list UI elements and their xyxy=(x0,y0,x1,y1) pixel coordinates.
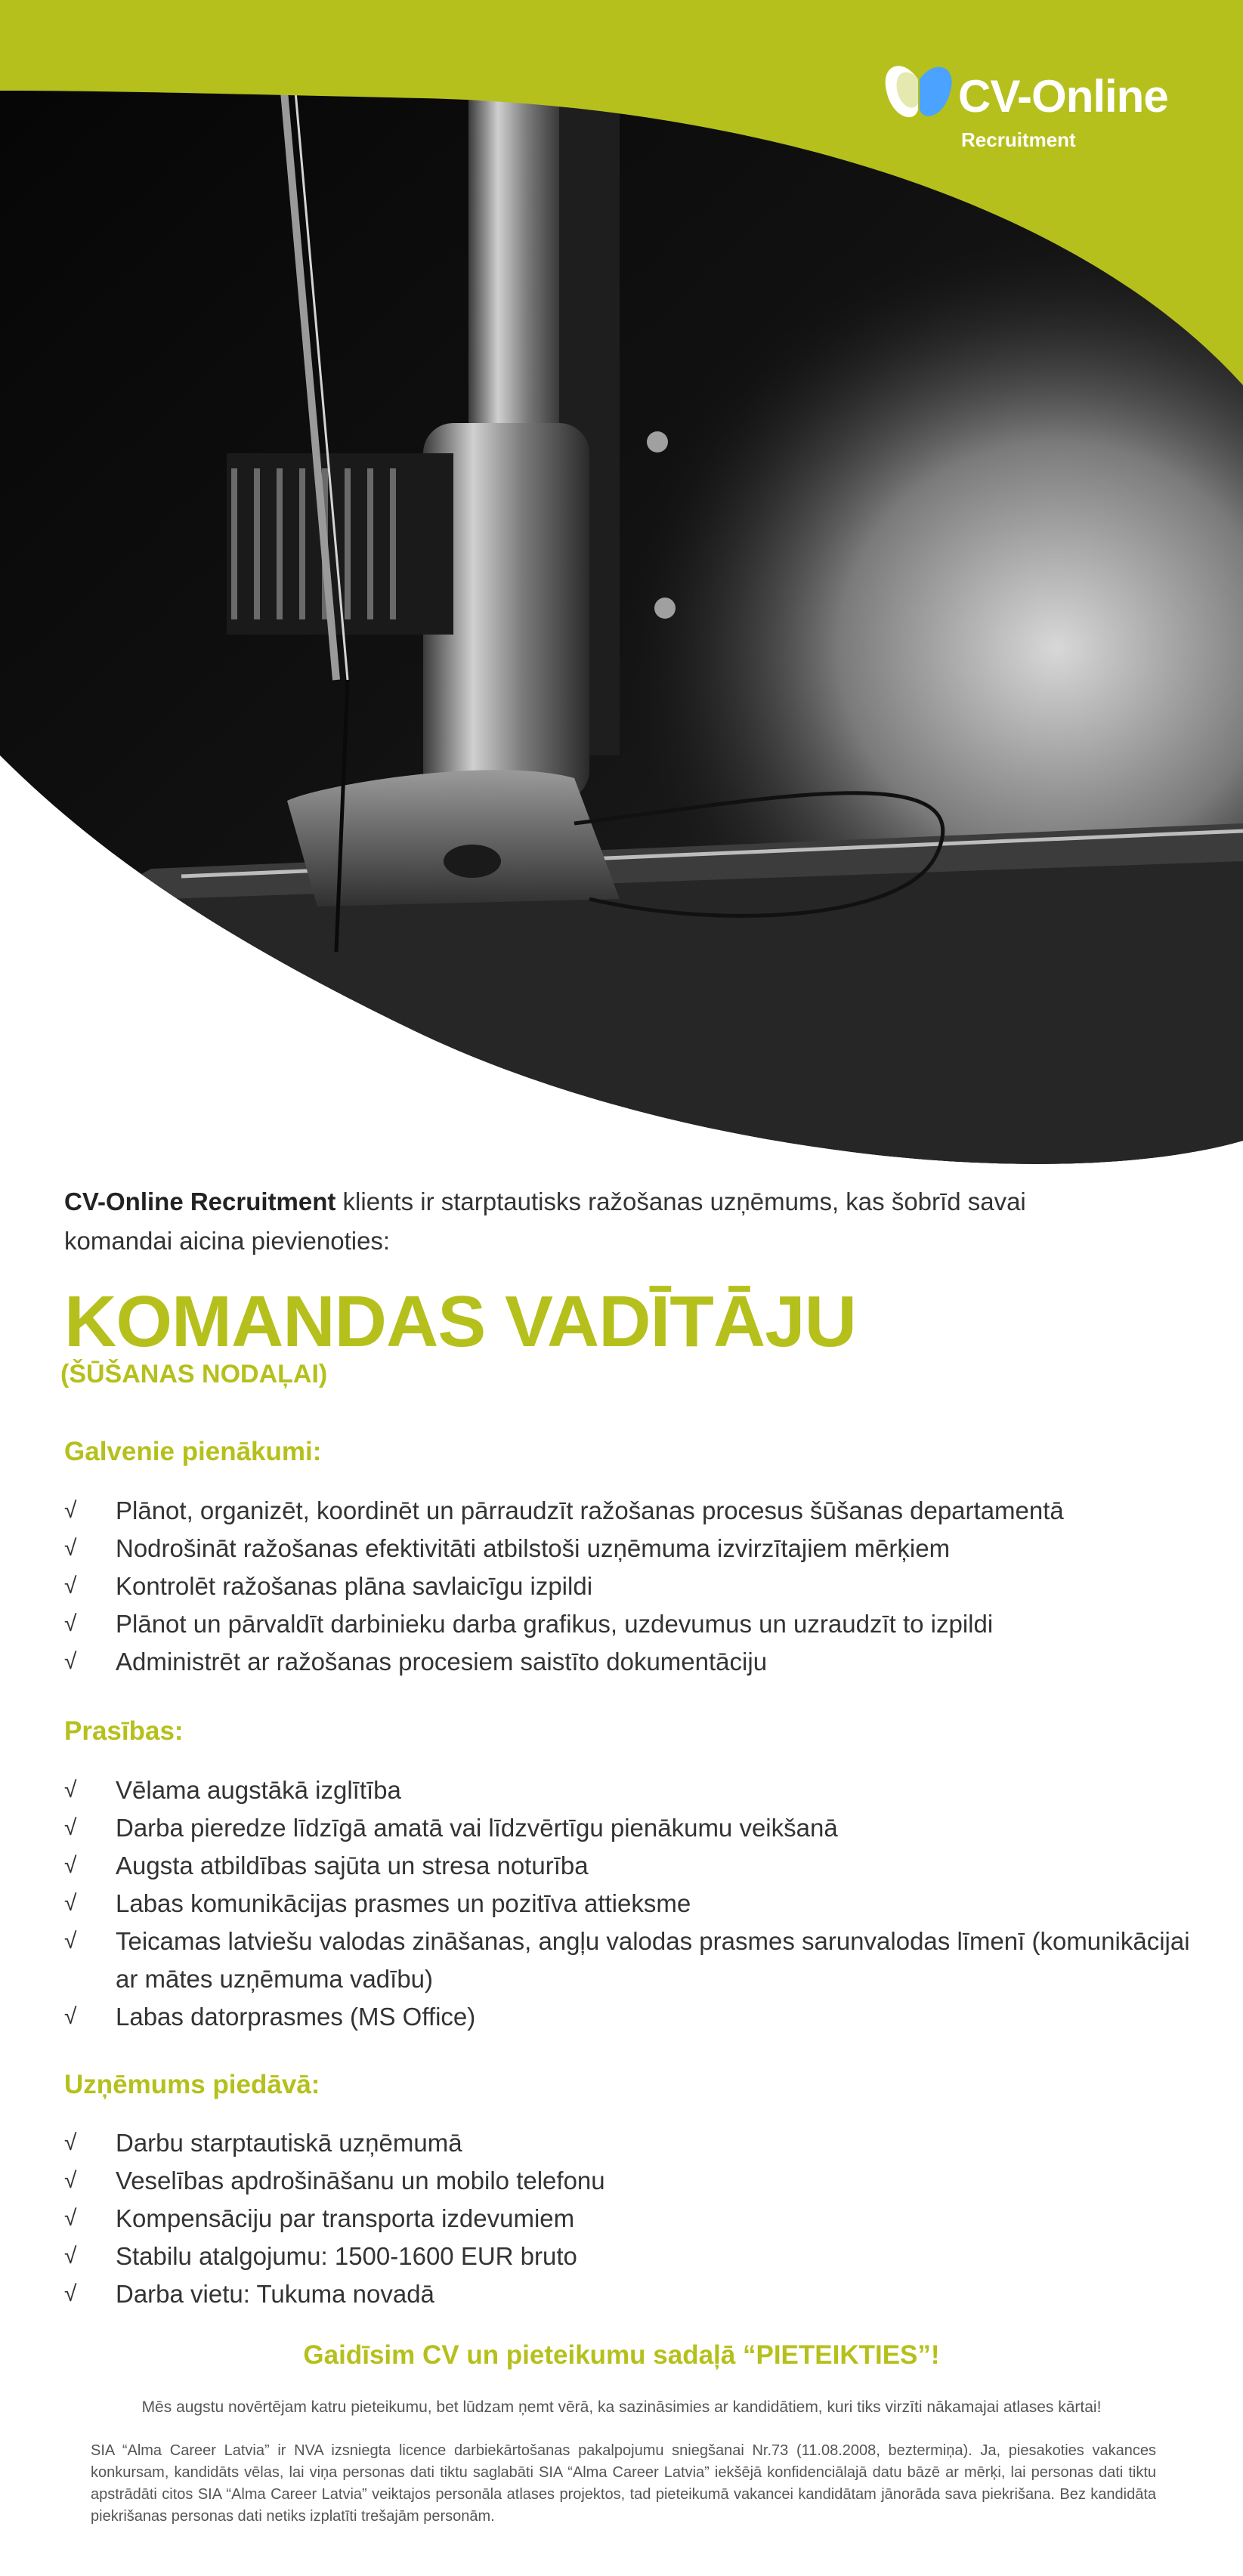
list-item xyxy=(64,1492,1198,1530)
list-item xyxy=(64,1998,1198,2036)
list-item xyxy=(64,2275,1198,2313)
check-icon: √ xyxy=(64,1815,77,1840)
list-item-text: Teicamas latviešu valodas zināšanas, angļu valodas prasmes sarunvalodas līmenī (komunikācijai ar mātes uzņēmuma vadību) xyxy=(116,1927,1190,1993)
check-icon: √ xyxy=(64,1929,77,1954)
list-item xyxy=(64,1809,1198,1847)
brand-name: CV-Online xyxy=(958,71,1168,122)
list-item xyxy=(64,1530,1198,1568)
check-icon: √ xyxy=(64,2244,77,2269)
duties-list xyxy=(64,1492,1198,1681)
check-icon: √ xyxy=(64,1574,77,1598)
sewing-machine-photo xyxy=(0,0,1243,1178)
duties-heading: Galvenie pienākumi: xyxy=(64,1437,322,1466)
check-icon: √ xyxy=(64,1536,77,1561)
job-title: KOMANDAS VADĪTĀJU xyxy=(64,1281,856,1362)
check-icon: √ xyxy=(64,2168,77,2193)
list-item xyxy=(64,1847,1198,1885)
list-item xyxy=(64,2124,1198,2162)
list-item-text: Darbu starptautiskā uzņēmumā xyxy=(116,2129,462,2157)
list-item-text: Administrēt ar ražošanas procesiem saistīto dokumentāciju xyxy=(116,1648,768,1676)
list-item-text: Darba pieredze līdzīgā amatā vai līdzvērtīgu pienākumu veikšanā xyxy=(116,1814,838,1842)
hero-banner xyxy=(0,0,1243,1178)
check-icon: √ xyxy=(64,2206,77,2231)
requirements-list xyxy=(64,1771,1198,2036)
offer-list xyxy=(64,2124,1198,2313)
brand-logo xyxy=(880,57,1198,151)
list-item-text: Nodrošināt ražošanas efektivitāti atbilstoši uzņēmuma izvirzītajiem mērķiem xyxy=(116,1534,951,1562)
list-item-text: Kompensāciju par transporta izdevumiem xyxy=(116,2204,575,2232)
check-icon: √ xyxy=(64,1891,77,1916)
list-item xyxy=(64,2238,1198,2275)
legal-disclaimer: SIA “Alma Career Latvia” ir NVA izsniegta licence darbiekārtošanas pakalpojumu sniegšanai Nr.73 (11.08.2008, beztermiņa). Ja, piesakoties vakances konkursam, kandidāts vēlas, lai viņa personas dati tiktu saglabāti SIA “Alma Career Latvia” iekšējā konfidenciālajā datu bāzē ar mērķi, lai personas dati tiktu apstrādāti citos SIA “Alma Career Latvia” veiktajos personāla atlases projektos, tad pieteikumā vakancei kandidātam jānorāda sava piekrišana. Bez kandidāta piekrišanas personas dati netiks izplatīti trešajām personām. xyxy=(91,2442,1156,2525)
list-item-text: Labas datorprasmes (MS Office) xyxy=(116,2003,476,2031)
list-item-text: Stabilu atalgojumu: 1500-1600 EUR bruto xyxy=(116,2242,577,2270)
intro-body: klients ir starptautisks ražošanas uzņēmums, kas šobrīd savai komandai aicina pievienoties: xyxy=(64,1188,1026,1255)
butterfly-logo-icon xyxy=(880,57,956,132)
list-item-text: Plānot, organizēt, koordinēt un pārraudzīt ražošanas procesus šūšanas departamentā xyxy=(116,1496,1064,1524)
check-icon: √ xyxy=(64,1778,77,1802)
check-icon: √ xyxy=(64,1853,77,1878)
list-item xyxy=(64,1923,1198,1998)
check-icon: √ xyxy=(64,2281,77,2306)
list-item-text: Darba vietu: Tukuma novadā xyxy=(116,2280,434,2308)
list-item xyxy=(64,1885,1198,1923)
apply-call: Gaidīsim CV un pieteikumu sadaļā “PIETEIKTIES”! xyxy=(303,2340,940,2370)
check-icon: √ xyxy=(64,2130,77,2155)
list-item xyxy=(64,2200,1198,2238)
list-item xyxy=(64,1643,1198,1681)
list-item-text: Plānot un pārvaldīt darbinieku darba grafikus, uzdevumus un uzraudzīt to izpildi xyxy=(116,1610,994,1638)
intro-company: CV-Online Recruitment xyxy=(64,1188,336,1215)
job-department: (ŠŪŠANAS NODAĻAI) xyxy=(60,1360,328,1388)
offer-heading: Uzņēmums piedāvā: xyxy=(64,2070,320,2099)
list-item-text: Labas komunikācijas prasmes un pozitīva attieksme xyxy=(116,1889,691,1917)
brand-subtitle: Recruitment xyxy=(961,128,1076,151)
list-item-text: Vēlama augstākā izglītība xyxy=(116,1776,401,1804)
list-item xyxy=(64,1605,1198,1643)
list-item-text: Kontrolēt ražošanas plāna savlaicīgu izpildi xyxy=(116,1572,593,1600)
check-icon: √ xyxy=(64,1498,77,1523)
list-item xyxy=(64,2162,1198,2200)
list-item xyxy=(64,1771,1198,1809)
selection-note: Mēs augstu novērtējam katru pieteikumu, bet lūdzam ņemt vērā, ka sazināsimies ar kandidātiem, kuri tiks virzīti nākamajai atlases kārtai! xyxy=(141,2398,1102,2416)
check-icon: √ xyxy=(64,1611,77,1636)
check-icon: √ xyxy=(64,2004,77,2029)
check-icon: √ xyxy=(64,1649,77,1674)
intro-text xyxy=(64,1182,1069,1261)
list-item-text: Augsta atbildības sajūta un stresa noturība xyxy=(116,1852,589,1879)
requirements-heading: Prasības: xyxy=(64,1716,184,1746)
list-item xyxy=(64,1568,1198,1605)
list-item-text: Veselības apdrošināšanu un mobilo telefonu xyxy=(116,2167,605,2195)
